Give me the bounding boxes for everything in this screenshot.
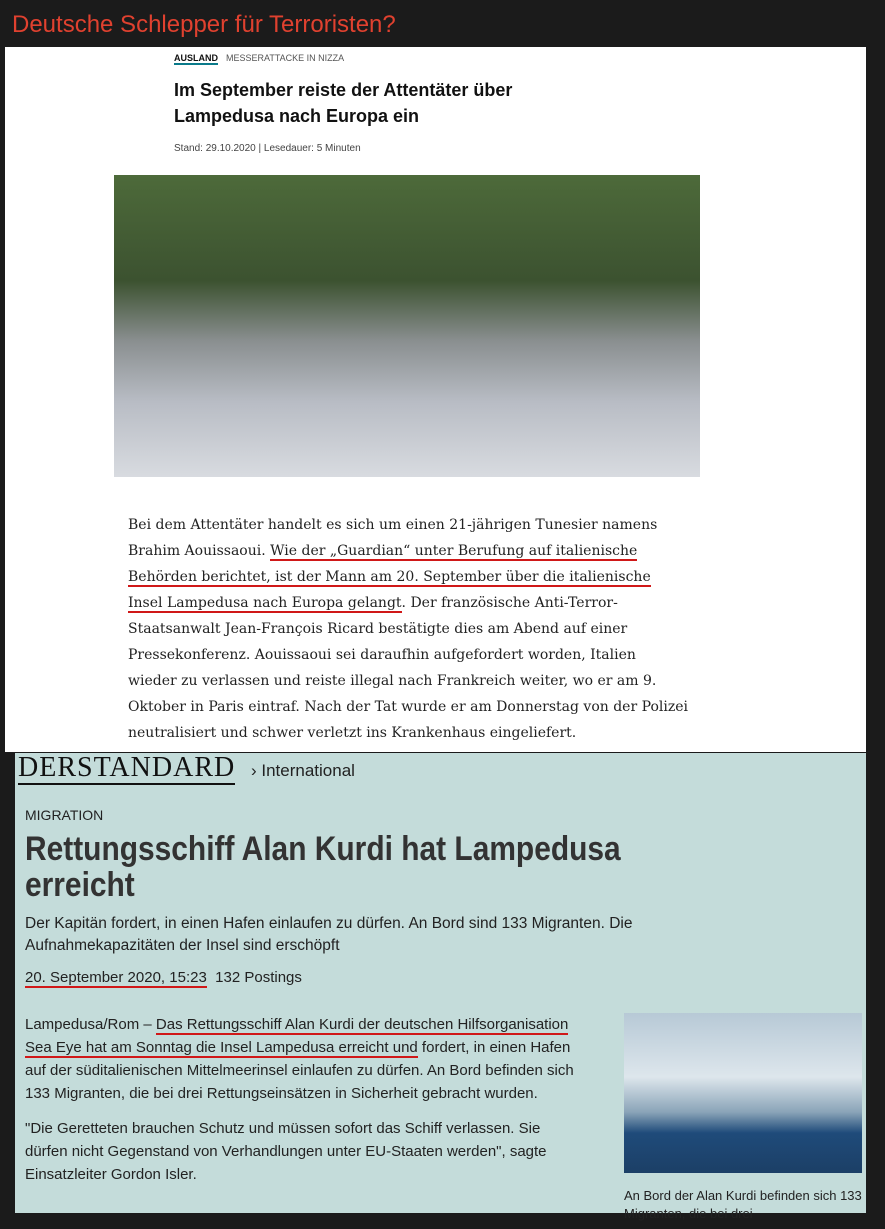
date: 20. September 2020, 15:23: [25, 969, 207, 986]
welt-article: [5, 47, 866, 752]
section-link[interactable]: › International: [251, 761, 355, 780]
derstandard-logo[interactable]: DERSTANDARD: [18, 752, 236, 783]
breadcrumb: [174, 53, 344, 63]
text: fordert, in einen Hafen auf der süditalienischen Mittelmeerinsel einlaufen zu dürfen. An Bord befinden sich 133 Migranten, die bei drei Rettungseinsätzen in Sicherheit gebracht wurden.: [25, 1039, 574, 1102]
text: Lampedusa/Rom –: [25, 1016, 156, 1033]
article-meta: Stand: 29.10.2020 | Lesedauer: 5 Minuten: [174, 143, 361, 154]
kicker-ausland[interactable]: AUSLAND: [174, 53, 218, 63]
photo-caption: An Bord der Alan Kurdi befinden sich 133 Migranten, die bei drei: [624, 1188, 862, 1221]
topic[interactable]: MESSERATTACKE IN NIZZA: [226, 53, 345, 63]
headline: Rettungsschiff Alan Kurdi hat Lampedusa erreicht: [25, 830, 621, 904]
headline: Im September reiste der Attentäter über Lampedusa nach Europa ein: [174, 80, 513, 126]
highlighted-text: Das Rettungsschiff Alan Kurdi der deutschen Hilfsorganisation Sea Eye hat am Sonntag die Insel Lampedusa erreicht und: [25, 1016, 569, 1056]
quote: "Die Geretteten brauchen Schutz und müssen sofort das Schiff verlassen. Sie dürfen nicht Gegenstand von Verhandlungen unter EU-Staaten werden", sagte Einsatzleiter Gordon Isler.: [25, 1120, 547, 1183]
meme-title: Deutsche Schlepper für Terroristen?: [12, 11, 396, 38]
postings-link[interactable]: 132 Postings: [215, 969, 302, 986]
article-photo: [114, 175, 700, 477]
highlighted-text: Wie der „Guardian“ unter Berufung auf italienische Behörden berichtet, ist der Mann am 20. September über die italienische Insel Lampedusa nach Europa gelangt: [128, 543, 651, 611]
article-body: [25, 1013, 575, 1186]
ship-photo: [624, 1013, 862, 1173]
text: Bei dem Attentäter handelt es sich um einen 21-jährigen Tunesier namens Brahim Aouissaoui.: [128, 517, 658, 559]
kicker: MIGRATION: [25, 807, 104, 823]
article-body: [128, 512, 688, 746]
subheadline: Der Kapitän fordert, in einen Hafen einlaufen zu dürfen. An Bord sind 133 Migranten. Die Aufnahmekapazitäten der Insel sind erschöpft: [25, 915, 633, 954]
text: . Der französische Anti-Terror-Staatsanwalt Jean-François Ricard bestätigte dies am Abend auf einer Pressekonferenz. Aouissaoui sei daraufhin aufgefordert worden, Italien wieder zu verlassen und reiste illegal nach Frankreich weiter, wo er am 9. Oktober in Paris eintraf. Nach der Tat wurde er am Donnerstag von der Polizei neutralisiert und schwer verletzt ins Krankenhaus eingeliefert.: [128, 595, 688, 741]
standard-article: [15, 752, 866, 1221]
